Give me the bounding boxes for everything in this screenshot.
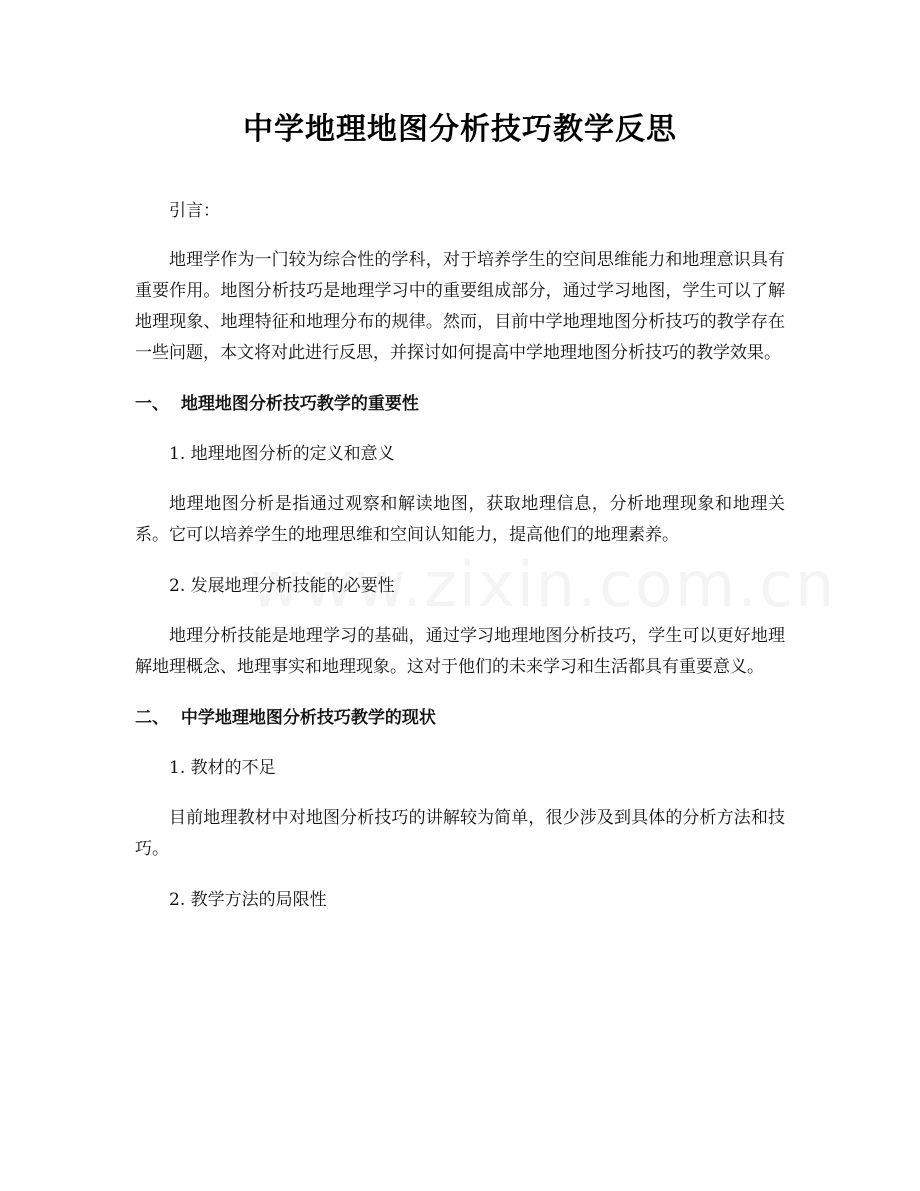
body-paragraph-1-2: 地理分析技能是地理学习的基础，通过学习地理地图分析技巧，学生可以更好地理解地理概念、地理事实和地理现象。这对于他们的未来学习和生活都具有重要意义。 — [135, 626, 785, 677]
document-title: 中学地理地图分析技巧教学反思 — [243, 112, 677, 147]
intro-paragraph: 地理学作为一门较为综合性的学科，对于培养学生的空间思维能力和地理意识具有重要作用。地图分析技巧是地理学习中的重要组成部分，通过学习地图，学生可以了解地理现象、地理特征和地理分布的规律。然而，目前中学地理地图分析技巧的教学存在一些问题，本文将对此进行反思，并探讨如何提高中学地理地图分析技巧的教学效果。 — [135, 250, 785, 363]
subsection-heading-2-2: 2. 教学方法的局限性 — [169, 890, 327, 910]
section-heading-1: 一、 地理地图分析技巧教学的重要性 — [135, 394, 419, 414]
document-content — [135, 108, 785, 935]
subsection-heading-1-1: 1. 地理地图分析的定义和意义 — [169, 444, 395, 464]
subsection-heading-2-1: 1. 教材的不足 — [169, 758, 276, 778]
body-paragraph-1-1: 地理地图分析是指通过观察和解读地图，获取地理信息，分析地理现象和地理关系。它可以培养学生的地理思维和空间认知能力，提高他们的地理素养。 — [135, 494, 785, 545]
section-heading-2: 二、 中学地理地图分析技巧教学的现状 — [135, 708, 436, 728]
intro-label: 引言： — [169, 201, 220, 221]
body-paragraph-2-1: 目前地理教材中对地图分析技巧的讲解较为简单，很少涉及到具体的分析方法和技巧。 — [135, 808, 785, 859]
subsection-heading-1-2: 2. 发展地理分析技能的必要性 — [169, 576, 395, 596]
